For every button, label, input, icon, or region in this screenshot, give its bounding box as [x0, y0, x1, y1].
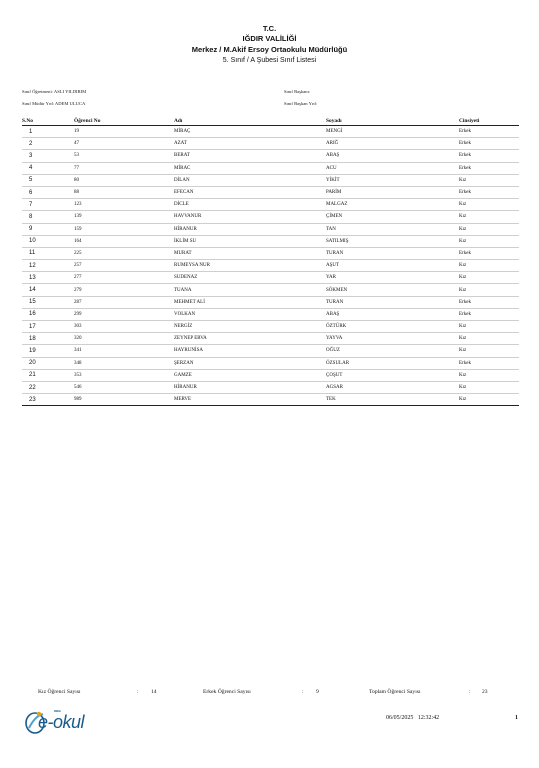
cell-last-name: TURAN: [326, 247, 459, 259]
cell-gender: Kız: [459, 369, 519, 381]
cell-first-name: MİRAÇ: [174, 126, 326, 138]
class-teacher: Sınıf Öğretmeni: ASLI YILDIRIM: [22, 89, 87, 94]
female-count-value: 14: [151, 689, 157, 695]
cell-first-name: HİRANUR: [174, 223, 326, 235]
table-row: [22, 223, 519, 235]
cell-first-name: ZEYNEP ERVA: [174, 333, 326, 345]
cell-first-name: TUANA: [174, 284, 326, 296]
cell-sno: 1: [22, 126, 74, 138]
cell-first-name: VOLKAN: [174, 308, 326, 320]
cell-student-no: 279: [74, 284, 174, 296]
table-row: [22, 138, 519, 150]
cell-sno: 14: [22, 284, 74, 296]
cell-student-no: 47: [74, 138, 174, 150]
deputy-principal: Sınıf Müdür Yrd: ADEM ULUCA: [22, 101, 86, 106]
cell-first-name: ŞERZAN: [174, 357, 326, 369]
cell-last-name: ÖZTÜRK: [326, 321, 459, 333]
column-header-gender: Cinsiyeti: [459, 117, 519, 126]
cell-sno: 17: [22, 321, 74, 333]
cell-gender: Kız: [459, 381, 519, 393]
table-row: [22, 308, 519, 320]
table-row: [22, 394, 519, 406]
page-number: 1: [515, 715, 518, 721]
cell-first-name: BERAT: [174, 150, 326, 162]
cell-sno: 10: [22, 235, 74, 247]
cell-sno: 13: [22, 272, 74, 284]
cell-student-no: 88: [74, 186, 174, 198]
cell-first-name: GAMZE: [174, 369, 326, 381]
cell-first-name: HİRANUR: [174, 381, 326, 393]
table-row: [22, 345, 519, 357]
cell-student-no: 277: [74, 272, 174, 284]
cell-last-name: PARİM: [326, 186, 459, 198]
cell-sno: 23: [22, 394, 74, 406]
cell-last-name: TEK: [326, 394, 459, 406]
table-row: [22, 296, 519, 308]
print-time: 12:32:42: [417, 715, 440, 721]
cell-last-name: MALGAZ: [326, 199, 459, 211]
table-row: [22, 126, 519, 138]
cell-last-name: AŞUT: [326, 260, 459, 272]
cell-student-no: 320: [74, 333, 174, 345]
cell-student-no: 19: [74, 126, 174, 138]
cell-gender: Kız: [459, 199, 519, 211]
cell-sno: 22: [22, 381, 74, 393]
table-row: [22, 199, 519, 211]
table-row: [22, 235, 519, 247]
cell-student-no: 225: [74, 247, 174, 259]
total-count-label: Toplam Öğrenci Sayısı: [369, 689, 421, 695]
cell-sno: 7: [22, 199, 74, 211]
cell-student-no: 159: [74, 223, 174, 235]
cell-sno: 9: [22, 223, 74, 235]
table-row: [22, 381, 519, 393]
cell-last-name: ACU: [326, 162, 459, 174]
cell-last-name: TURAN: [326, 296, 459, 308]
table-row: [22, 357, 519, 369]
cell-last-name: TAN: [326, 223, 459, 235]
cell-gender: Kız: [459, 345, 519, 357]
header-governorship: IĞDIR VALİLİĞİ: [242, 34, 297, 43]
header-line-tc: T.C.: [262, 24, 277, 33]
cell-last-name: YİKİT: [326, 174, 459, 186]
table-row: [22, 211, 519, 223]
cell-sno: 4: [22, 162, 74, 174]
class-vice-president: Sınıf Başkan Yrd:: [284, 101, 318, 106]
cell-first-name: EFECAN: [174, 186, 326, 198]
cell-last-name: SÖKMEN: [326, 284, 459, 296]
cell-student-no: 77: [74, 162, 174, 174]
cell-gender: Erkek: [459, 308, 519, 320]
cell-first-name: RUMEYSA NUR: [174, 260, 326, 272]
cell-gender: Erkek: [459, 247, 519, 259]
cell-first-name: NERGİZ: [174, 321, 326, 333]
total-colon: :: [469, 689, 471, 695]
cell-last-name: ABAŞ: [326, 150, 459, 162]
cell-first-name: AZAT: [174, 138, 326, 150]
male-count-label: Erkek Öğrenci Sayısı: [203, 689, 251, 695]
cell-gender: Kız: [459, 235, 519, 247]
cell-sno: 16: [22, 308, 74, 320]
column-header-first-name: Adı: [174, 117, 326, 126]
student-table: [22, 117, 519, 406]
cell-student-no: 341: [74, 345, 174, 357]
cell-sno: 5: [22, 174, 74, 186]
table-row: [22, 186, 519, 198]
cell-last-name: ÇİMEN: [326, 211, 459, 223]
column-header-student-no: Öğrenci No: [74, 117, 174, 126]
cell-gender: Erkek: [459, 126, 519, 138]
cell-last-name: ÖZSULAR: [326, 357, 459, 369]
cell-student-no: 53: [74, 150, 174, 162]
e-okul-logo: [24, 708, 104, 736]
table-row: [22, 260, 519, 272]
cell-student-no: 257: [74, 260, 174, 272]
logo-brand-text: e-okul: [38, 712, 85, 732]
cell-gender: Kız: [459, 260, 519, 272]
cell-first-name: HAYRUNİSA: [174, 345, 326, 357]
cell-sno: 8: [22, 211, 74, 223]
cell-sno: 15: [22, 296, 74, 308]
cell-sno: 6: [22, 186, 74, 198]
cell-last-name: ABAŞ: [326, 308, 459, 320]
cell-last-name: YAR: [326, 272, 459, 284]
table-header-row: [22, 117, 519, 126]
table-row: [22, 284, 519, 296]
column-header-sno: S.No: [22, 117, 74, 126]
cell-gender: Kız: [459, 223, 519, 235]
cell-first-name: MİRAC: [174, 162, 326, 174]
cell-last-name: SATILMIŞ: [326, 235, 459, 247]
cell-sno: 12: [22, 260, 74, 272]
cell-sno: 20: [22, 357, 74, 369]
print-datetime: [386, 715, 439, 721]
cell-student-no: 348: [74, 357, 174, 369]
cell-sno: 11: [22, 247, 74, 259]
cell-sno: 19: [22, 345, 74, 357]
male-colon: :: [302, 689, 304, 695]
cell-gender: Kız: [459, 284, 519, 296]
cell-last-name: ÇOŞUT: [326, 369, 459, 381]
female-count-label: Kız Öğrenci Sayısı: [38, 689, 81, 695]
cell-student-no: 164: [74, 235, 174, 247]
cell-first-name: İKLİM SU: [174, 235, 326, 247]
cell-sno: 21: [22, 369, 74, 381]
female-colon: :: [137, 689, 139, 695]
table-row: [22, 321, 519, 333]
table-row: [22, 369, 519, 381]
cell-student-no: 287: [74, 296, 174, 308]
header-class-list-title: 5. Sınıf / A Şubesi Sınıf Listesi: [222, 57, 317, 64]
cell-first-name: DİCLE: [174, 199, 326, 211]
male-count-value: 9: [316, 689, 319, 695]
cell-gender: Kız: [459, 333, 519, 345]
cell-gender: Erkek: [459, 162, 519, 174]
cell-student-no: 303: [74, 321, 174, 333]
cell-student-no: 123: [74, 199, 174, 211]
cell-last-name: AGSAR: [326, 381, 459, 393]
cell-student-no: 139: [74, 211, 174, 223]
cell-first-name: MERVE: [174, 394, 326, 406]
cell-gender: Erkek: [459, 296, 519, 308]
cell-first-name: HAVVANUR: [174, 211, 326, 223]
cell-sno: 2: [22, 138, 74, 150]
cell-first-name: MURAT: [174, 247, 326, 259]
total-count-value: 23: [482, 689, 488, 695]
table-row: [22, 333, 519, 345]
cell-last-name: OĞUZ: [326, 345, 459, 357]
print-date: 06/05/2025: [386, 715, 414, 721]
cell-sno: 3: [22, 150, 74, 162]
cell-last-name: MENGİ: [326, 126, 459, 138]
cell-gender: Kız: [459, 321, 519, 333]
cell-student-no: 546: [74, 381, 174, 393]
cell-sno: 18: [22, 333, 74, 345]
cell-first-name: SUDENAZ: [174, 272, 326, 284]
cell-student-no: 299: [74, 308, 174, 320]
cell-gender: Kız: [459, 394, 519, 406]
cell-last-name: ARIĞ: [326, 138, 459, 150]
table-row: [22, 174, 519, 186]
cell-gender: Kız: [459, 174, 519, 186]
cell-student-no: 80: [74, 174, 174, 186]
cell-last-name: YAYVA: [326, 333, 459, 345]
logo-meb-text: MEB: [54, 709, 61, 713]
table-row: [22, 247, 519, 259]
table-row: [22, 162, 519, 174]
cell-gender: Erkek: [459, 150, 519, 162]
class-president: Sınıf Başkanı:: [284, 89, 311, 94]
table-row: [22, 272, 519, 284]
cell-gender: Erkek: [459, 357, 519, 369]
cell-gender: Kız: [459, 272, 519, 284]
cell-student-no: 353: [74, 369, 174, 381]
column-header-last-name: Soyadı: [326, 117, 459, 126]
cell-student-no: 989: [74, 394, 174, 406]
cell-gender: Erkek: [459, 138, 519, 150]
cell-first-name: MEHMET ALİ: [174, 296, 326, 308]
table-row: [22, 150, 519, 162]
cell-gender: Kız: [459, 211, 519, 223]
header-school: Merkez / M.Akif Ersoy Ortaokulu Müdürlüğü: [191, 45, 348, 54]
cell-first-name: DİLAN: [174, 174, 326, 186]
cell-gender: Erkek: [459, 186, 519, 198]
table-body: [22, 126, 519, 406]
